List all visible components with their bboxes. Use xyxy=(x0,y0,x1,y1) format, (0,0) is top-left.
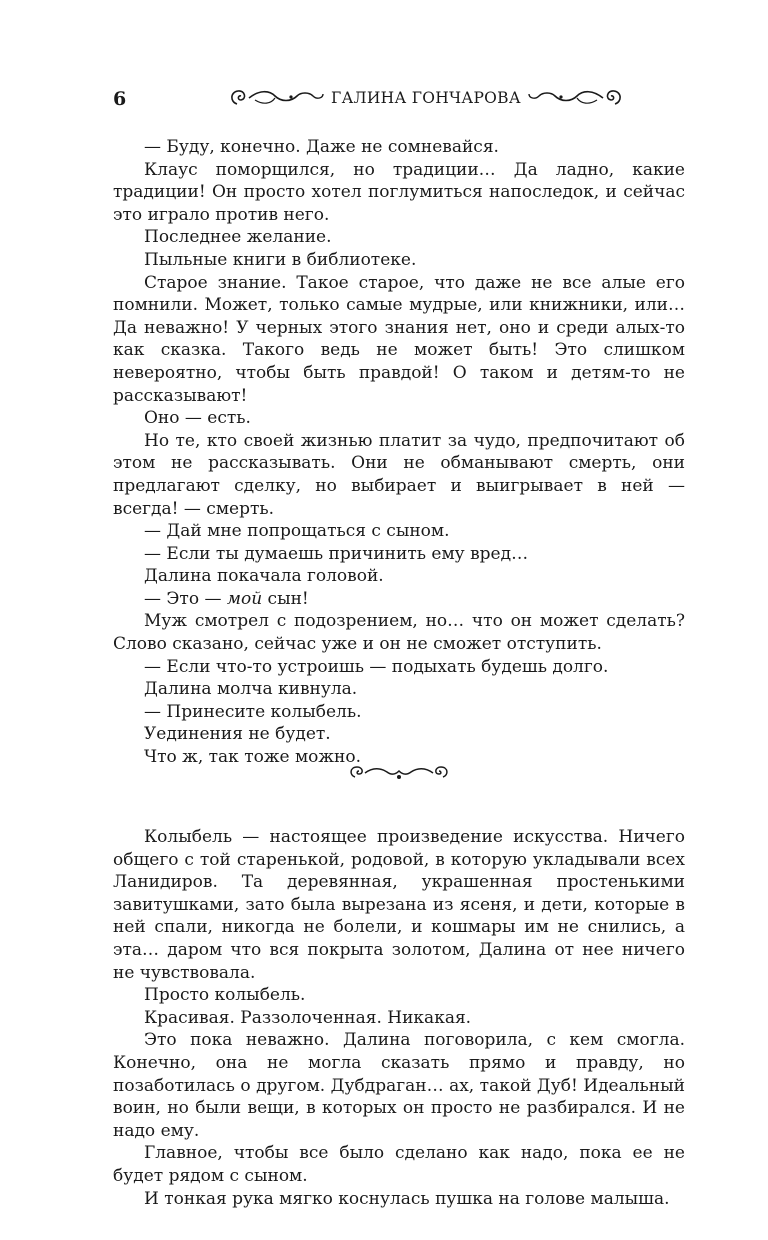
italic-word: мой xyxy=(226,588,263,609)
paragraph: Главное, чтобы все было сделано как надо, пока ее не будет рядом с сыном. xyxy=(113,1143,685,1186)
scene-break-ornament-icon xyxy=(349,762,449,784)
paragraph: Старое знание. Такое старое, что даже не все алые его помнили. Может, только самые мудрые, или книжники, или… Да неважно! У черных этого знания нет, оно и среди алых-то как сказка. Такого ведь не может быть! Это слишком невероятно, чтобы быть правдой! О таком и детям-то не рассказывают! xyxy=(113,272,685,406)
page-number: 6 xyxy=(113,88,127,110)
paragraph: Колыбель — настоящее произведение искусства. Ничего общего с той старенькой, родовой, в которую укладывали всех Ланидиров. Та деревянная, украшенная простенькими завитушками, зато была вырезана из ясеня, и дети, которые в ней спали, никогда не болели, и кошмары им не снились, а эта… даром что вся покрыта золотом, Далина от нее ничего не чувствовала. xyxy=(113,827,685,983)
swirl-ornament-icon xyxy=(527,88,623,108)
paragraph: Просто колыбель. xyxy=(144,985,306,1006)
paragraph: Далина покачала головой. xyxy=(144,566,384,587)
running-title xyxy=(229,88,623,108)
paragraph: Но те, кто своей жизнью платит за чудо, предпочитают об этом не рассказывать. Они не обманывают смерть, они предлагают сделку, но выбирает и выигрывает в ней — всегда! — смерть. xyxy=(113,430,685,519)
paragraph: Это пока неважно. Далина поговорила, с кем смогла. Конечно, она не могла сказать прямо и правду, но позаботилась о другом. Дубдраган… ах, такой Дуб! Идеальный воин, но были вещи, в которых он просто не разбирался. И не надо ему. xyxy=(113,1030,685,1141)
paragraph: — Дай мне попрощаться с сыном. xyxy=(144,521,450,542)
paragraph-dialogue xyxy=(113,588,685,611)
paragraph: — Буду, конечно. Даже не сомневайся. xyxy=(144,137,499,157)
paragraph: — Если что-то устроишь — подыхать будешь долго. xyxy=(144,656,609,677)
paragraph: Оно — есть. xyxy=(144,408,251,429)
paragraph: Муж смотрел с подозрением, но… что он может сделать? Слово сказано, сейчас уже и он не сможет отступить. xyxy=(113,611,685,655)
paragraph: Последнее желание. xyxy=(144,227,332,248)
paragraph: И тонкая рука мягко коснулась пушка на голове малыша. xyxy=(144,1188,670,1209)
text-section-2 xyxy=(113,826,685,1210)
paragraph: Пыльные книги в библиотеке. xyxy=(144,249,417,270)
paragraph: Уединения не будет. xyxy=(144,724,331,745)
paragraph: Что ж, так тоже можно. xyxy=(144,747,362,768)
paragraph: Клаус поморщился, но традиции… Да ладно, какие традиции! Он просто хотел поглумиться напоследок, и сейчас это играло против него. xyxy=(113,159,685,225)
paragraph: — Принесите колыбель. xyxy=(144,701,362,722)
running-header xyxy=(113,88,685,116)
author-name: ГАЛИНА ГОНЧАРОВА xyxy=(331,89,521,107)
paragraph: Далина молча кивнула. xyxy=(144,679,358,700)
dialogue-start: — Это — xyxy=(144,588,227,609)
text-section-1 xyxy=(113,136,685,769)
dialogue-end: сын! xyxy=(262,588,309,609)
paragraph: Красивая. Раззолоченная. Никакая. xyxy=(144,1007,472,1028)
paragraph: — Если ты думаешь причинить ему вред… xyxy=(144,543,529,564)
swirl-ornament-icon xyxy=(229,88,325,108)
